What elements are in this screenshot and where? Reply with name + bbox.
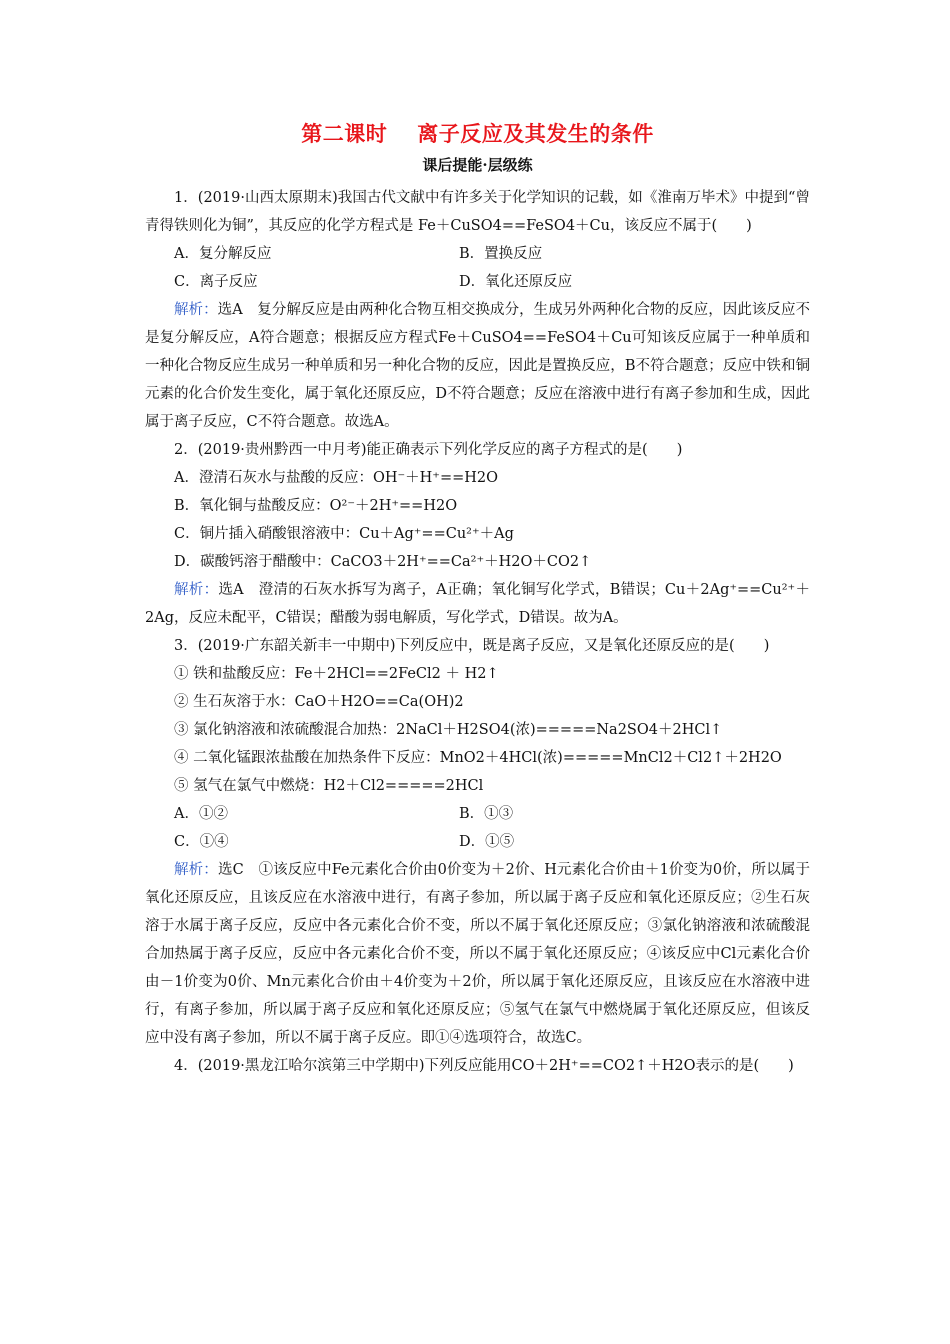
question-3-stem: 3．(2019·广东韶关新丰一中期中)下列反应中，既是离子反应，又是氧化还原反应的是( ) — [174, 638, 770, 654]
option: C．铜片插入硝酸银溶液中：Cu＋Ag⁺==Cu²⁺＋Ag — [174, 526, 514, 542]
reaction-item: ④ 二氧化锰跟浓盐酸在加热条件下反应：MnO2＋4HCl(浓)=====MnCl2＋Cl2↑＋2H2O — [174, 750, 782, 766]
option: D．氧化还原反应 — [459, 274, 573, 290]
option: C．①④ — [174, 834, 229, 850]
analysis-label: 解析： — [174, 302, 218, 318]
question-1-options-row-1 — [145, 240, 810, 268]
page-title — [145, 118, 810, 150]
page-subtitle: 课后提能·层级练 — [422, 156, 533, 174]
reaction-item: ① 铁和盐酸反应：Fe＋2HCl==2FeCl2 ＋ H2↑ — [174, 666, 499, 682]
reaction-item: ⑤ 氢气在氯气中燃烧：H2＋Cl2=====2HCl — [174, 778, 484, 794]
option: A．澄清石灰水与盐酸的反应：OH⁻＋H⁺==H2O — [174, 470, 499, 486]
reaction-item: ③ 氯化钠溶液和浓硫酸混合加热：2NaCl＋H2SO4(浓)=====Na2SO4＋2HCl↑ — [174, 722, 723, 738]
question-2-analysis: 解析：选A 澄清的石灰水拆写为离子，A正确；氧化铜写化学式，B错误；Cu＋2Ag⁺==Cu²⁺＋2Ag，反应未配平，C错误；醋酸为弱电解质，写化学式，D错误。故为A。 — [145, 582, 811, 626]
option: A．①② — [174, 806, 228, 822]
option: B．氧化铜与盐酸反应：O²⁻＋2H⁺==H2O — [174, 498, 458, 514]
option: B．①③ — [459, 806, 514, 822]
title-lesson: 第二课时 — [301, 121, 388, 146]
analysis-label: 解析： — [174, 862, 218, 878]
question-3-analysis: 解析：选C ①该反应中Fe元素化合价由0价变为＋2价、H元素化合价由＋1价变为0价，所以属于氧化还原反应，且该反应在水溶液中进行，有离子参加，所以属于离子反应和氧化还原反应；②生石灰溶于水属于离子反应，反应中各元素化合价不变，所以不属于氧化还原反应；③氯化钠溶液和浓硫酸混合加热属于离子反应，反应中各元素化合价不变，所以不属于氧化还原反应；④该反应中Cl元素化合价由－1价变为0价、Mn元素化合价由＋4价变为＋2价，所以属于氧化还原反应，且该反应在水溶液中进行，有离子参加，所以属于离子反应和氧化还原反应；⑤氢气在氯气中燃烧属于氧化还原反应，但该反应中没有离子参加，所以不属于离子反应。即①④选项符合，故选C。 — [145, 862, 810, 1046]
document-page — [145, 118, 810, 1080]
question-1-stem: 1．(2019·山西太原期末)我国古代文献中有许多关于化学知识的记载，如《淮南万毕术》中提到“曾青得铁则化为铜”，其反应的化学方程式是 Fe＋CuSO4==FeSO4＋Cu，该反应不属于( ) — [145, 190, 810, 234]
option: C．离子反应 — [174, 274, 258, 290]
question-2-stem: 2．(2019·贵州黔西一中月考)能正确表示下列化学反应的离子方程式的是( ) — [174, 442, 683, 458]
question-1-analysis: 解析：选A 复分解反应是由两种化合物互相交换成分，生成另外两种化合物的反应，因此该反应不是复分解反应，A符合题意；根据反应方程式Fe＋CuSO4==FeSO4＋Cu可知该反应属于一种单质和一种化合物反应生成另一种单质和另一种化合物的反应，因此是置换反应，B不符合题意；反应中铁和铜元素的化合价发生变化，属于氧化还原反应，D不符合题意；反应在溶液中进行有离子参加和生成，因此属于离子反应，C不符合题意。故选A。 — [145, 302, 811, 430]
option: D．①⑤ — [459, 834, 515, 850]
question-1-options-row-2 — [145, 268, 810, 296]
question-3-options-row-1 — [145, 800, 810, 828]
question-3-options-row-2 — [145, 828, 810, 856]
option: D．碳酸钙溶于醋酸中：CaCO3＋2H⁺==Ca²⁺＋H2O＋CO2↑ — [174, 554, 592, 570]
question-4-stem: 4．(2019·黑龙江哈尔滨第三中学期中)下列反应能用CO＋2H⁺==CO2↑＋H2O表示的是( ) — [174, 1058, 794, 1074]
option: A．复分解反应 — [174, 246, 272, 262]
reaction-item: ② 生石灰溶于水：CaO＋H2O==Ca(OH)2 — [174, 694, 464, 710]
analysis-label: 解析： — [174, 582, 219, 598]
option: B．置换反应 — [459, 246, 543, 262]
title-topic: 离子反应及其发生的条件 — [417, 121, 654, 146]
